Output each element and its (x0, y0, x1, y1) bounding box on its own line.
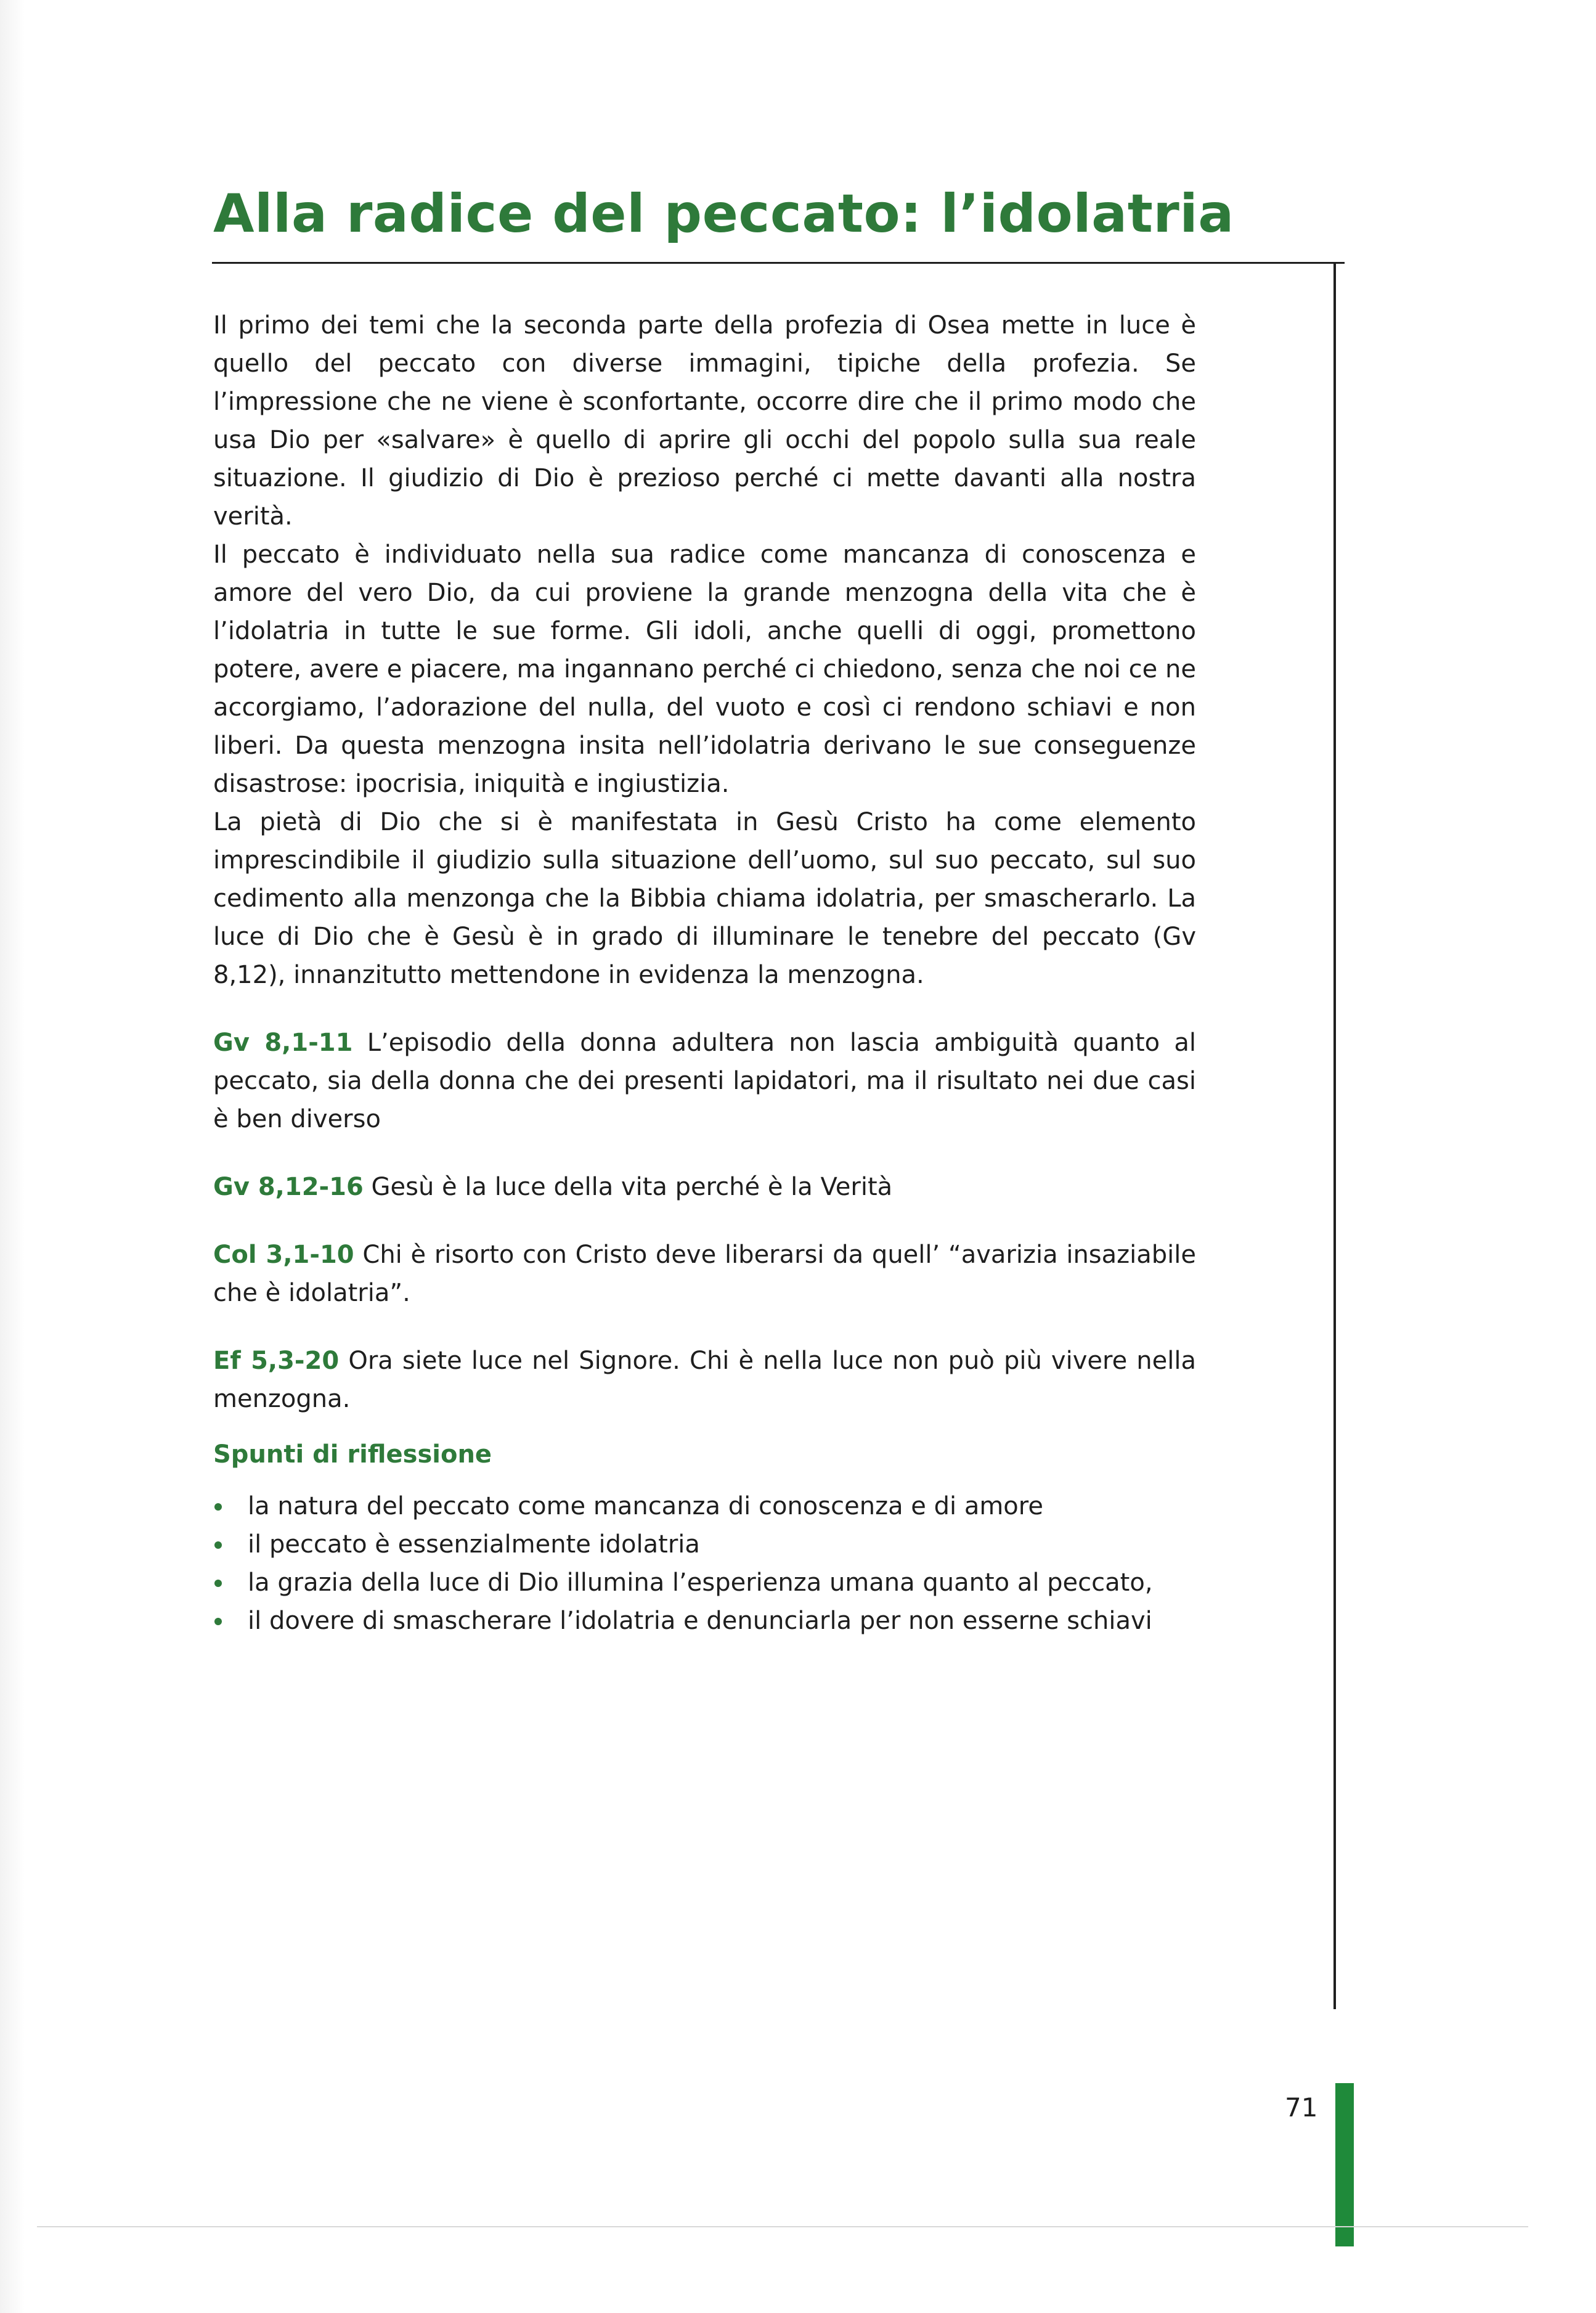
list-item (213, 1602, 1196, 1640)
reference-gv-8-12-16 (213, 1168, 1196, 1206)
paragraph-sin-root: Il peccato è individuato nella sua radice come mancanza di conoscenza e amore del vero Dio, da cui proviene la grande menzogna della vita che è l’idolatria in tutte le sue forme. Gli idoli, anche quelli di oggi, promettono potere, avere e piacere, ma ingannano perché ci chiedono, senza che noi ce ne accorgiamo, l’adorazione del nulla, del vuoto e così ci rendono schiavi e non liberi. Da questa menzogna insita nell’idolatria derivano le sue conseguenze disastrose: ipocrisia, iniquità e ingiustizia. (213, 541, 1196, 798)
list-item-text: il dovere di smascherare l’idolatria e denunciarla per non esserne schiavi (248, 1607, 1152, 1635)
reference-text: Gesù è la luce della vita perché è la Verità (363, 1173, 893, 1201)
scan-edge-shadow (0, 0, 25, 2313)
reference-text: Chi è risorto con Cristo deve liberarsi da quell’ “avarizia insaziabile che è idolatria”. (213, 1241, 1196, 1307)
list-item (213, 1487, 1196, 1525)
paragraph-intro: Il primo dei temi che la seconda parte della profezia di Osea mette in luce è quello del peccato con diverse immagini, tipiche della profezia. Se l’impressione che ne viene è sconfortante, occorre dire che il primo modo che usa Dio per «salvare» è quello di aprire gli occhi del popolo sulla sua reale situazione. Il giudizio di Dio è prezioso perché ci mette davanti alla nostra verità. (213, 311, 1196, 531)
reference-citation: Ef 5,3-20 (213, 1347, 340, 1375)
spunti-list (213, 1487, 1196, 1640)
reference-col-3-1-10 (213, 1236, 1196, 1312)
body-text (213, 306, 1196, 1640)
reference-citation: Gv 8,12-16 (213, 1173, 364, 1201)
bullet-icon (214, 1618, 222, 1625)
reference-ef-5-3-20 (213, 1342, 1196, 1418)
page-number: 71 (1285, 2092, 1318, 2123)
bullet-icon (214, 1580, 222, 1587)
reference-citation: Gv 8,1-11 (213, 1029, 353, 1057)
bullet-icon (214, 1503, 222, 1511)
list-item-text: la grazia della luce di Dio illumina l’esperienza umana quanto al peccato, (248, 1569, 1153, 1597)
footer-divider (37, 2226, 1528, 2227)
list-item-text: la natura del peccato come mancanza di conoscenza e di amore (248, 1492, 1043, 1520)
spunti-heading: Spunti di riflessione (213, 1440, 492, 1469)
reference-gv-8-1-11 (213, 1024, 1196, 1138)
page-title: Alla radice del peccato: l’idolatria (213, 183, 1234, 245)
page-edge-tab (1335, 2083, 1354, 2246)
title-divider (212, 262, 1345, 264)
bullet-icon (214, 1541, 222, 1549)
reference-text: Ora siete luce nel Signore. Chi è nella luce non può più vivere nella menzogna. (213, 1347, 1197, 1413)
list-item-text: il peccato è essenzialmente idolatria (248, 1530, 700, 1559)
list-item (213, 1564, 1196, 1602)
list-item (213, 1525, 1196, 1564)
reference-citation: Col 3,1-10 (213, 1241, 354, 1269)
reference-text: L’episodio della donna adultera non lascia ambiguità quanto al peccato, sia della donna che dei presenti lapidatori, ma il risultato nei due casi è ben diverso (213, 1029, 1196, 1133)
paragraph-mercy: La pietà di Dio che si è manifestata in Gesù Cristo ha come elemento imprescindibile il giudizio sulla situazione dell’uomo, sul suo peccato, sul suo cedimento alla menzonga che la Bibbia chiama idolatria, per smascherarlo. La luce di Dio che è Gesù è in grado di illuminare le tenebre del peccato (Gv 8,12), innanzitutto mettendone in evidenza la menzogna. (213, 808, 1196, 989)
right-margin-rule (1333, 264, 1336, 2009)
